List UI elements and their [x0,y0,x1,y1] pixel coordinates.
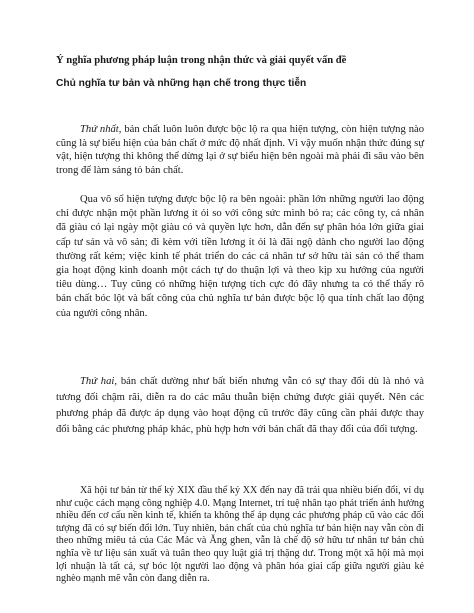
paragraph-1-text: bản chất luôn luôn được bộc lộ ra qua hiện tượng, còn hiện tượng nào cũng là sự biểu hiện của bản chất ở mức độ nhất định. Vì vậy muốn nhận thức đúng sự vật, hiện tượng thì không thể dừng lại ở sự biểu hiện bên ngoài mà phải đi sâu vào bên trong để làm sáng tỏ bản chất. [56,124,424,176]
paragraph-4 [56,485,424,586]
paragraph-1 [56,123,424,177]
paragraph-2-text: Qua vô số hiện tượng được bộc lộ ra bên ngoài: phần lớn những người lao động chỉ được nhận một phần lương ít ỏi so với công sức mình bỏ ra; các công ty, cá nhân đã giàu có lại ngày một giàu có và quyền lực hơn, dẫn đến sự phân hóa lớn giữa giai cấp tư sản và vô sản; đi kèm với tiền lương ít ỏi là đãi ngộ dành cho người lao động thường rất kém; việc kinh tế phát triển do các cá nhân tư sở hữu tài sản có thể tham gia hoạt động kinh doanh một cách tự do thuận lợi và theo kịp xu hướng của người tiêu dùng… Tuy cũng có những hiện tượng tích cực đó đây nhưng ta có thể thấy rõ bản chất bóc lột và bất công của chủ nghĩa tư bản được bộc lộ qua tính chất lao động của người công nhân. [56,194,424,319]
paragraph-3-text: bản chất dường như bất biến nhưng vẫn có sự thay đổi dù là nhỏ và tương đối chậm rãi, diễn ra do các mâu thuẫn biện chứng được giải quyết. Nên các phương pháp đã được áp dụng vào hoạt động cũ trước đây cũng cần phải được thay đổi bằng các phương pháp khác, phù hợp hơn với bản chất đã thay đổi của đối tượng. [56,376,424,435]
paragraph-2 [56,193,424,321]
paragraph-1-lead: Thứ nhất, [80,124,122,135]
paragraph-4-text: Xã hội tư bản từ thế kỷ XIX đầu thế kỷ XX đến nay đã trải qua nhiều biến đổi, ví dụ như cuộc cách mạng công nghiệp 4.0. Mạng Internet, trí tuệ nhân tạo phát triển ảnh hưởng nhiều đến cơ cấu nền kinh tế, khiến ta không thể áp dụng các phương pháp cũ vào các đối tượng đã có sự biến đổi lớn. Tuy nhiên, bản chất của chủ nghĩa tư bản hiện nay vẫn còn đi theo những miêu tả của Các Mác và Ăng ghen, vẫn là chế độ sở hữu tư nhân tư bản chủ nghĩa về tư liệu sản xuất và tuân theo quy luật giá trị thặng dư. Trong một xã hội mà mọi lợi nhuận là tất cả, sự bóc lột người lao động và phân hóa giai cấp giữa người giàu kẻ nghèo mạnh mẽ vẫn còn đang diễn ra. [56,485,424,585]
paragraph-3-lead: Thứ hai, [80,376,117,387]
document-title: Ý nghĩa phương pháp luận trong nhận thức và giải quyết vấn đề [56,55,347,66]
document-subtitle: Chủ nghĩa tư bản và những hạn chế trong thực tiễn [56,78,307,89]
paragraph-3 [56,374,424,438]
